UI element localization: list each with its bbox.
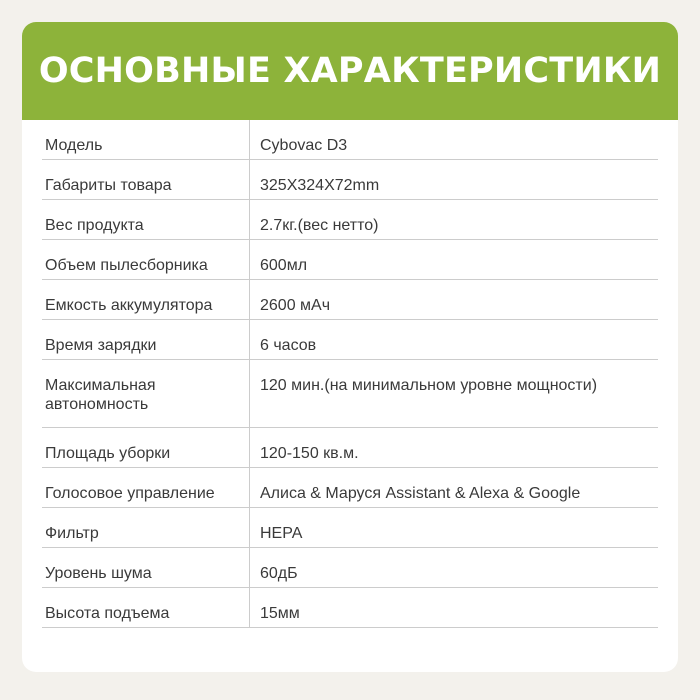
- spec-row-voice-control: [42, 468, 658, 508]
- spec-value: HEPA: [260, 525, 303, 542]
- spec-value: 15мм: [260, 605, 300, 622]
- spec-value: 2600 мАч: [260, 297, 331, 314]
- spec-row-dustbin: [42, 240, 658, 280]
- spec-row-noise-level: [42, 548, 658, 588]
- spec-label: Площадь уборки: [42, 428, 250, 467]
- spec-value: 2.7кг.(вес нетто): [260, 217, 379, 234]
- spec-row-battery: [42, 280, 658, 320]
- spec-row-filter: [42, 508, 658, 548]
- header-banner: [22, 22, 678, 120]
- spec-row-weight: [42, 200, 658, 240]
- spec-row-cleaning-area: [42, 428, 658, 468]
- spec-label: Габариты товара: [42, 160, 250, 199]
- spec-value: 6 часов: [260, 337, 317, 354]
- spec-value: 120-150 кв.м.: [260, 445, 359, 462]
- spec-value: 600мл: [260, 257, 308, 274]
- spec-value: 120 мин.(на минимальном уровне мощности): [260, 377, 598, 394]
- page-title: ОСНОВНЫЕ ХАРАКТЕРИСТИКИ: [38, 51, 662, 91]
- spec-value: 325X324X72mm: [260, 177, 380, 194]
- spec-label: Объем пылесборника: [42, 240, 250, 279]
- spec-row-dimensions: [42, 160, 658, 200]
- spec-label: Фильтр: [42, 508, 250, 547]
- spec-row-climb-height: [42, 588, 658, 628]
- spec-row-autonomy: [42, 360, 658, 428]
- spec-label: Голосовое управление: [42, 468, 250, 507]
- spec-label: Уровень шума: [42, 548, 250, 587]
- spec-table: [42, 120, 658, 628]
- spec-row-model: [42, 120, 658, 160]
- spec-label: Модель: [42, 120, 250, 159]
- spec-label: Время зарядки: [42, 320, 250, 359]
- spec-value: Алиса & Маруся Assistant & Alexa & Google: [260, 485, 581, 502]
- spec-row-charging-time: [42, 320, 658, 360]
- spec-label: Высота подъема: [42, 588, 250, 627]
- spec-value: Cybovac D3: [260, 137, 348, 154]
- spec-label: Вес продукта: [42, 200, 250, 239]
- spec-value: 60дБ: [260, 565, 298, 582]
- spec-label: Максимальная автономность: [42, 360, 250, 427]
- spec-card: [22, 22, 678, 672]
- spec-label: Емкость аккумулятора: [42, 280, 250, 319]
